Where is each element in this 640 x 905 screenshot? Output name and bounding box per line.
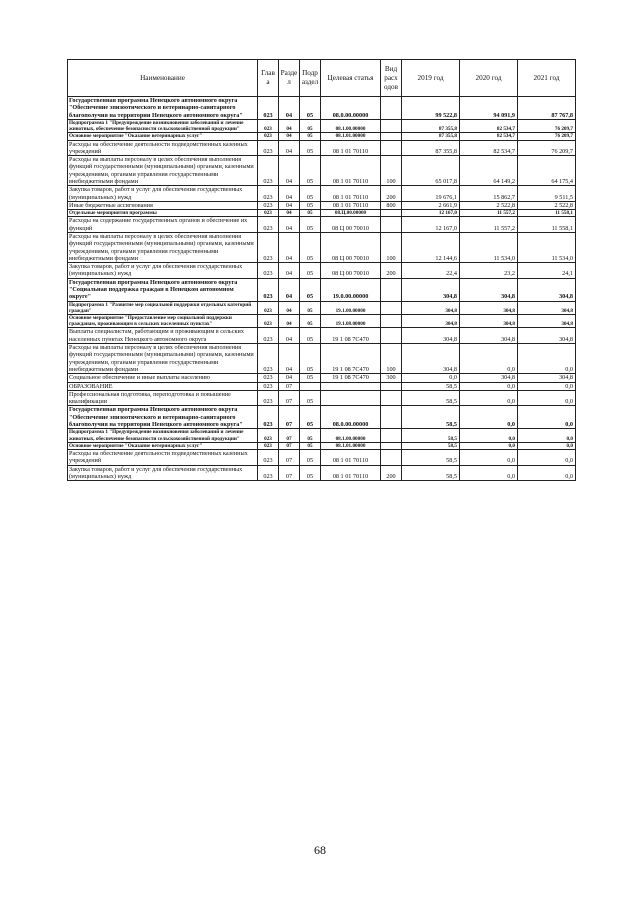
table-row [68, 374, 576, 382]
table-row [68, 442, 576, 449]
cell-razdel: 07 [279, 382, 300, 390]
cell-2019: 12 144,6 [402, 232, 460, 262]
cell-name: Расходы на выплаты персоналу в целях обеспечения выполнения функций государственными (муниципальными) органами, казенными учреждениями, органами управления государственными внебюджетными фондами [68, 344, 258, 374]
cell-expense-type [381, 382, 402, 390]
cell-name: ОБРАЗОВАНИЕ [68, 382, 258, 390]
cell-podrazdel: 05 [300, 119, 321, 132]
cell-razdel: 04 [279, 315, 300, 328]
cell-glava: 023 [258, 263, 279, 279]
cell-2019: 2 661,9 [402, 201, 460, 209]
table-row [68, 97, 576, 120]
cell-name: Государственная программа Ненецкого автономного округа "Обеспечение эпизоотического и ветеринарно-санитарного благополучия на территории Ненецкого автономного округа" [68, 406, 258, 429]
cell-target-article: 08.1.00.00000 [321, 119, 381, 132]
cell-expense-type: 200 [381, 465, 402, 481]
cell-target-article: 19.1.00.00000 [321, 301, 381, 314]
cell-razdel: 04 [279, 210, 300, 217]
cell-target-article: 19.0.00.00000 [321, 278, 381, 301]
cell-2019: 58,5 [402, 465, 460, 481]
cell-podrazdel: 05 [300, 263, 321, 279]
cell-glava: 023 [258, 156, 279, 186]
cell-2021: 304,8 [518, 301, 576, 314]
cell-expense-type [381, 315, 402, 328]
cell-razdel: 04 [279, 374, 300, 382]
cell-2020: 11 557,2 [460, 217, 518, 233]
cell-target-article: 08.1.01.00000 [321, 442, 381, 449]
table-row [68, 315, 576, 328]
cell-2021: 0,0 [518, 382, 576, 390]
cell-razdel: 04 [279, 156, 300, 186]
cell-2020: 15 862,7 [460, 186, 518, 202]
cell-glava: 023 [258, 186, 279, 202]
cell-expense-type: 100 [381, 232, 402, 262]
cell-target-article: 08 1 01 70110 [321, 201, 381, 209]
cell-glava: 023 [258, 315, 279, 328]
cell-target-article: 08 1 01 70110 [321, 156, 381, 186]
table-row [68, 390, 576, 406]
cell-podrazdel: 05 [300, 97, 321, 120]
cell-glava: 023 [258, 344, 279, 374]
cell-podrazdel: 05 [300, 465, 321, 481]
cell-razdel: 07 [279, 449, 300, 465]
cell-expense-type [381, 140, 402, 156]
cell-expense-type [381, 301, 402, 314]
header-2020: 2020 год [460, 60, 518, 97]
cell-razdel: 04 [279, 133, 300, 140]
cell-2021: 304,8 [518, 328, 576, 344]
table-row [68, 201, 576, 209]
cell-razdel: 04 [279, 201, 300, 209]
cell-2020: 11 557,2 [460, 210, 518, 217]
cell-2020: 304,8 [460, 301, 518, 314]
cell-2021: 304,8 [518, 278, 576, 301]
cell-expense-type [381, 119, 402, 132]
cell-target-article [321, 382, 381, 390]
cell-target-article: 08 Ц 00 70010 [321, 232, 381, 262]
cell-name: Закупка товаров, работ и услуг для обеспечения государственных (муниципальных) нужд [68, 465, 258, 481]
cell-target-article: 08.Ц.00.00000 [321, 210, 381, 217]
cell-name: Основное мероприятие "Оказание ветеринарных услуг" [68, 442, 258, 449]
cell-2021: 0,0 [518, 390, 576, 406]
cell-2021: 76 209,7 [518, 133, 576, 140]
cell-podrazdel: 05 [300, 429, 321, 442]
cell-2019: 58,5 [402, 429, 460, 442]
cell-podrazdel: 05 [300, 232, 321, 262]
cell-2019: 304,8 [402, 278, 460, 301]
cell-expense-type: 200 [381, 186, 402, 202]
cell-name: Иные бюджетные ассигнования [68, 201, 258, 209]
cell-razdel: 07 [279, 429, 300, 442]
cell-expense-type: 100 [381, 156, 402, 186]
cell-2021: 0,0 [518, 449, 576, 465]
cell-2021: 304,8 [518, 315, 576, 328]
cell-razdel: 04 [279, 97, 300, 120]
cell-2020: 0,0 [460, 429, 518, 442]
cell-glava: 023 [258, 382, 279, 390]
cell-razdel: 04 [279, 186, 300, 202]
cell-expense-type: 300 [381, 374, 402, 382]
table-row [68, 133, 576, 140]
cell-expense-type [381, 278, 402, 301]
cell-2019: 304,8 [402, 301, 460, 314]
cell-2019: 87 355,8 [402, 133, 460, 140]
table-row [68, 156, 576, 186]
header-2019: 2019 год [402, 60, 460, 97]
table-row [68, 217, 576, 233]
cell-2021: 76 209,7 [518, 119, 576, 132]
header-podrazdel: Подр аздел [300, 60, 321, 97]
cell-2021: 9 511,5 [518, 186, 576, 202]
cell-2021: 2 522,8 [518, 201, 576, 209]
table-row [68, 119, 576, 132]
table-row [68, 186, 576, 202]
cell-2020: 0,0 [460, 465, 518, 481]
cell-name: Закупка товаров, работ и услуг для обеспечения государственных (муниципальных) нужд [68, 186, 258, 202]
cell-glava: 023 [258, 465, 279, 481]
cell-expense-type [381, 429, 402, 442]
cell-target-article: 08 1 01 70110 [321, 465, 381, 481]
cell-2021: 0,0 [518, 442, 576, 449]
table-row [68, 429, 576, 442]
cell-expense-type [381, 390, 402, 406]
cell-podrazdel: 05 [300, 406, 321, 429]
cell-podrazdel: 05 [300, 374, 321, 382]
cell-name: Социальное обеспечение и иные выплаты населению [68, 374, 258, 382]
table-row [68, 382, 576, 390]
cell-expense-type: 100 [381, 344, 402, 374]
cell-name: Выплаты специалистам, работающим и проживающим в сельских населенных пунктах Ненецкого автономного округа [68, 328, 258, 344]
table-row [68, 328, 576, 344]
cell-podrazdel: 05 [300, 210, 321, 217]
cell-2019: 58,5 [402, 442, 460, 449]
cell-glava: 023 [258, 429, 279, 442]
table-row [68, 232, 576, 262]
cell-target-article: 08.0.00.00000 [321, 406, 381, 429]
cell-2019: 58,5 [402, 449, 460, 465]
cell-glava: 023 [258, 390, 279, 406]
cell-2020: 304,8 [460, 278, 518, 301]
cell-2019: 58,5 [402, 406, 460, 429]
cell-expense-type [381, 133, 402, 140]
cell-2019: 58,5 [402, 390, 460, 406]
cell-expense-type [381, 442, 402, 449]
cell-name: Основное мероприятие "Оказание ветеринарных услуг" [68, 133, 258, 140]
cell-expense-type [381, 217, 402, 233]
cell-target-article: 08.1.01.00000 [321, 133, 381, 140]
cell-name: Государственная программа Ненецкого автономного округа "Социальная поддержка граждан в Ненецком автономном округе" [68, 278, 258, 301]
cell-glava: 023 [258, 210, 279, 217]
table-row [68, 263, 576, 279]
cell-target-article: 19 1 08 7С470 [321, 344, 381, 374]
cell-name: Профессиональная подготовка, переподготовка и повышение квалификации [68, 390, 258, 406]
cell-2021: 0,0 [518, 406, 576, 429]
cell-2020: 0,0 [460, 344, 518, 374]
cell-2020: 0,0 [460, 449, 518, 465]
cell-podrazdel: 05 [300, 201, 321, 209]
cell-glava: 023 [258, 97, 279, 120]
table-row [68, 278, 576, 301]
cell-razdel: 04 [279, 278, 300, 301]
table-row [68, 465, 576, 481]
header-name: Наименование [68, 60, 258, 97]
cell-expense-type [381, 406, 402, 429]
cell-target-article: 08 Ц 00 70010 [321, 217, 381, 233]
table-row [68, 344, 576, 374]
cell-2019: 304,8 [402, 344, 460, 374]
cell-expense-type: 800 [381, 201, 402, 209]
cell-name: Подпрограмма 1 "Предупреждение возникновения заболеваний и лечение животных, обеспечение безопасности сельскохозяйственной продукции" [68, 119, 258, 132]
cell-glava: 023 [258, 201, 279, 209]
cell-target-article: 08 1 01 70110 [321, 449, 381, 465]
cell-podrazdel: 05 [300, 133, 321, 140]
cell-podrazdel [300, 382, 321, 390]
cell-podrazdel: 05 [300, 186, 321, 202]
cell-expense-type [381, 97, 402, 120]
cell-name: Расходы на содержание государственных органов и обеспечение их функций [68, 217, 258, 233]
cell-target-article [321, 390, 381, 406]
cell-2020: 2 522,8 [460, 201, 518, 209]
cell-2020: 0,0 [460, 382, 518, 390]
cell-glava: 023 [258, 406, 279, 429]
cell-razdel: 04 [279, 119, 300, 132]
cell-2021: 11 534,0 [518, 232, 576, 262]
table-row [68, 210, 576, 217]
cell-2019: 304,8 [402, 315, 460, 328]
header-glava: Глав а [258, 60, 279, 97]
table-row [68, 449, 576, 465]
cell-2021: 24,1 [518, 263, 576, 279]
cell-2020: 0,0 [460, 390, 518, 406]
cell-podrazdel: 05 [300, 156, 321, 186]
cell-2020: 304,8 [460, 315, 518, 328]
cell-target-article: 08.1.00.00000 [321, 429, 381, 442]
cell-expense-type [381, 449, 402, 465]
cell-2021: 0,0 [518, 465, 576, 481]
cell-2019: 12 167,0 [402, 210, 460, 217]
table-header-row [68, 60, 576, 97]
cell-razdel: 07 [279, 465, 300, 481]
cell-target-article: 19 1 08 7С470 [321, 374, 381, 382]
cell-razdel: 07 [279, 390, 300, 406]
cell-razdel: 04 [279, 140, 300, 156]
cell-podrazdel: 05 [300, 328, 321, 344]
cell-target-article: 08.0.00.00000 [321, 97, 381, 120]
cell-2019: 65 017,8 [402, 156, 460, 186]
cell-name: Расходы на обеспечение деятельности подведомственных казенных учреждений [68, 140, 258, 156]
cell-razdel: 04 [279, 301, 300, 314]
cell-expense-type [381, 210, 402, 217]
cell-podrazdel: 05 [300, 140, 321, 156]
cell-2021: 64 175,4 [518, 156, 576, 186]
cell-name: Закупка товаров, работ и услуг для обеспечения государственных (муниципальных) нужд [68, 263, 258, 279]
cell-glava: 023 [258, 140, 279, 156]
cell-2019: 12 167,0 [402, 217, 460, 233]
cell-2020: 82 534,7 [460, 140, 518, 156]
cell-glava: 023 [258, 301, 279, 314]
cell-razdel: 04 [279, 328, 300, 344]
cell-2020: 64 149,2 [460, 156, 518, 186]
cell-razdel: 04 [279, 263, 300, 279]
cell-name: Подпрограмма 1 "Предупреждение возникновения заболеваний и лечение животных, обеспечение безопасности сельскохозяйственной продукции" [68, 429, 258, 442]
cell-2019: 58,5 [402, 382, 460, 390]
cell-2020: 304,8 [460, 328, 518, 344]
cell-expense-type [381, 328, 402, 344]
cell-2020: 11 534,0 [460, 232, 518, 262]
cell-name: Расходы на выплаты персоналу в целях обеспечения выполнения функций государственными (муниципальными) органами, казенными учреждениями, органами управления государственными внебюджетными фондами [68, 156, 258, 186]
cell-target-article: 19.1.08.00000 [321, 315, 381, 328]
cell-podrazdel: 05 [300, 217, 321, 233]
page-number: 68 [314, 843, 326, 857]
table-body [68, 97, 576, 481]
cell-glava: 023 [258, 133, 279, 140]
cell-2019: 19 676,1 [402, 186, 460, 202]
cell-name: Отдельные мероприятия программы [68, 210, 258, 217]
cell-glava: 023 [258, 328, 279, 344]
cell-razdel: 04 [279, 217, 300, 233]
cell-2021: 11 558,1 [518, 210, 576, 217]
header-razdel: Разде л [279, 60, 300, 97]
cell-2021: 0,0 [518, 429, 576, 442]
cell-2021: 11 558,1 [518, 217, 576, 233]
cell-2020: 82 534,7 [460, 133, 518, 140]
cell-2019: 0,0 [402, 374, 460, 382]
cell-target-article: 08 1 01 70110 [321, 140, 381, 156]
cell-2021: 0,0 [518, 344, 576, 374]
cell-2020: 0,0 [460, 442, 518, 449]
cell-target-article: 08 Ц 00 70010 [321, 263, 381, 279]
budget-table [67, 59, 576, 481]
cell-podrazdel: 05 [300, 390, 321, 406]
cell-glava: 023 [258, 217, 279, 233]
header-target-article: Целевая статья [321, 60, 381, 97]
cell-2019: 87 355,8 [402, 119, 460, 132]
cell-2021: 76 209,7 [518, 140, 576, 156]
cell-podrazdel: 05 [300, 442, 321, 449]
cell-name: Подпрограмма 1 "Развитие мер социальной поддержки отдельных категорий граждан" [68, 301, 258, 314]
cell-2020: 94 091,9 [460, 97, 518, 120]
cell-podrazdel: 05 [300, 344, 321, 374]
cell-2021: 87 767,8 [518, 97, 576, 120]
cell-name: Расходы на выплаты персоналу в целях обеспечения выполнения функций государственными (муниципальными) органами, казенными учреждениями, органами управления государственными внебюджетными фондами [68, 232, 258, 262]
cell-2020: 82 534,7 [460, 119, 518, 132]
cell-2019: 304,8 [402, 328, 460, 344]
cell-glava: 023 [258, 119, 279, 132]
cell-razdel: 04 [279, 232, 300, 262]
cell-podrazdel: 05 [300, 449, 321, 465]
cell-target-article: 19 1 08 7С470 [321, 328, 381, 344]
cell-glava: 023 [258, 232, 279, 262]
cell-glava: 023 [258, 374, 279, 382]
cell-podrazdel: 05 [300, 301, 321, 314]
cell-name: Государственная программа Ненецкого автономного округа "Обеспечение эпизоотического и ветеринарно-санитарного благополучия на территории Ненецкого автономного округа" [68, 97, 258, 120]
cell-glava: 023 [258, 442, 279, 449]
cell-name: Основное мероприятие "Предоставление мер социальной поддержки гражданам, проживающим в сельских населенных пунктах" [68, 315, 258, 328]
cell-2019: 22,4 [402, 263, 460, 279]
table-row [68, 406, 576, 429]
cell-razdel: 07 [279, 406, 300, 429]
header-2021: 2021 год [518, 60, 576, 97]
budget-table-container [67, 59, 575, 481]
cell-2020: 304,8 [460, 374, 518, 382]
cell-2019: 99 522,8 [402, 97, 460, 120]
cell-name: Расходы на обеспечение деятельности подведомственных казенных учреждений [68, 449, 258, 465]
table-row [68, 301, 576, 314]
cell-2019: 87 355,8 [402, 140, 460, 156]
cell-razdel: 04 [279, 344, 300, 374]
cell-glava: 023 [258, 278, 279, 301]
cell-target-article: 08 1 01 70110 [321, 186, 381, 202]
cell-glava: 023 [258, 449, 279, 465]
cell-expense-type: 200 [381, 263, 402, 279]
cell-podrazdel: 05 [300, 278, 321, 301]
cell-2020: 23,2 [460, 263, 518, 279]
table-row [68, 140, 576, 156]
cell-razdel: 07 [279, 442, 300, 449]
cell-2021: 304,8 [518, 374, 576, 382]
cell-podrazdel: 05 [300, 315, 321, 328]
header-expense-type: Вид расх одов [381, 60, 402, 97]
cell-2020: 0,0 [460, 406, 518, 429]
